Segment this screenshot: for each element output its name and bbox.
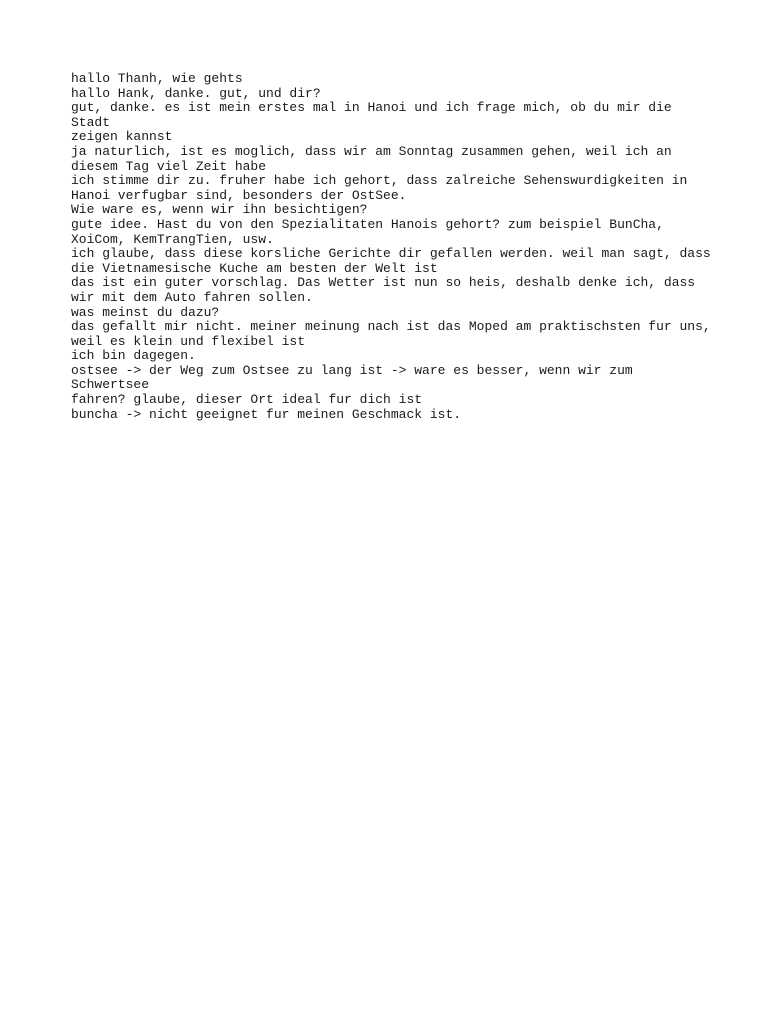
text-line: ich glaube, dass diese korsliche Gerichte dir gefallen werden. weil man sagt, dass die Vietnamesische Kuche am besten der Welt ist [71,246,711,276]
text-line: hallo Hank, danke. gut, und dir? [71,85,321,101]
text-line: das ist ein guter vorschlag. Das Wetter ist nun so heis, deshalb denke ich, dass wir mit dem Auto fahren sollen. [71,275,696,305]
document-body [71,72,711,422]
text-line: das gefallt mir nicht. meiner meinung nach ist das Moped am praktischsten fur uns, weil es klein und flexibel ist [71,319,711,349]
text-line: ja naturlich, ist es moglich, dass wir am Sonntag zusammen gehen, weil ich an diesem Tag viel Zeit habe [71,143,672,174]
text-line: ostsee -> der Weg zum Ostsee zu lang ist -> ware es besser, wenn wir zum Schwertsee fahren? glaube, dieser Ort ideal fur dich ist [71,362,633,408]
text-line: ich bin dagegen. [71,348,196,364]
text-line: ich stimme dir zu. fruher habe ich gehort, dass zalreiche Sehenswurdigkeiten in Hanoi verfugbar sind, besonders der OstSee. [71,173,688,203]
text-line: gute idee. Hast du von den Spezialitaten Hanois gehort? zum beispiel BunCha, XoiCom, KemTrangTien, usw. [71,216,664,247]
text-line: was meinst du dazu? [71,304,220,320]
text-line: Wie ware es, wenn wir ihn besichtigen? [71,202,368,218]
text-line: gut, danke. es ist mein erstes mal in Hanoi und ich frage mich, ob du mir die Stadt zeigen kannst [71,100,672,145]
text-line: buncha -> nicht geeignet fur meinen Geschmack ist. [71,406,462,422]
text-line: hallo Thanh, wie gehts [71,71,243,86]
